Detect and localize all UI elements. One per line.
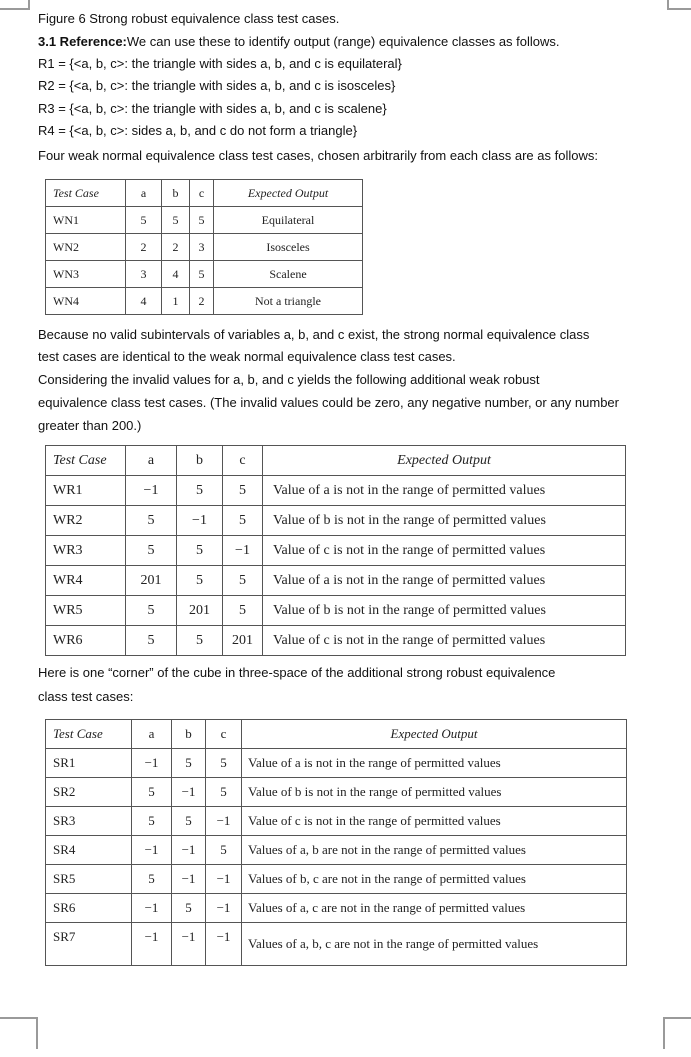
value-c: 5	[223, 566, 263, 596]
value-b: −1	[172, 778, 206, 807]
range-class-r1: R1 = {<a, b, c>: the triangle with sides a, b, and c is equilateral}	[38, 56, 402, 71]
value-c: 5	[223, 476, 263, 506]
value-b: −1	[172, 836, 206, 865]
weak-robust-table	[45, 445, 626, 656]
col-a: a	[126, 446, 177, 476]
corner-paragraph-line-1: Here is one “corner” of the cube in three-space of the additional strong robust equivalence	[38, 665, 556, 680]
table-row	[46, 836, 627, 865]
value-c: 201	[223, 626, 263, 656]
value-b: 5	[172, 749, 206, 778]
expected-output: Values of b, c are not in the range of permitted values	[242, 865, 627, 894]
value-c: −1	[206, 865, 242, 894]
col-c: c	[190, 180, 214, 207]
test-case-id: SR7	[46, 923, 132, 966]
weak-robust-paragraph-line-1: Considering the invalid values for a, b, and c yields the following additional weak robust	[38, 372, 540, 387]
value-b: 5	[177, 536, 223, 566]
table-row	[46, 778, 627, 807]
value-a: −1	[132, 749, 172, 778]
value-c: 5	[223, 596, 263, 626]
weak-normal-table	[45, 179, 363, 315]
test-case-id: WN1	[46, 207, 126, 234]
corner-paragraph-line-2: class test cases:	[38, 689, 134, 704]
test-case-id: SR5	[46, 865, 132, 894]
value-b: 5	[177, 566, 223, 596]
reference-heading	[38, 33, 560, 51]
test-case-id: WR2	[46, 506, 126, 536]
crop-mark-top-right	[667, 0, 691, 10]
value-b: 5	[177, 476, 223, 506]
col-b: b	[172, 720, 206, 749]
table-header-row	[46, 720, 627, 749]
value-c: −1	[223, 536, 263, 566]
value-a: 4	[126, 288, 162, 315]
value-a: 5	[132, 865, 172, 894]
table-row	[46, 566, 626, 596]
col-test-case: Test Case	[46, 180, 126, 207]
value-c: 2	[190, 288, 214, 315]
test-case-id: WN2	[46, 234, 126, 261]
value-a: −1	[132, 923, 172, 966]
test-case-id: WR5	[46, 596, 126, 626]
value-a: −1	[132, 894, 172, 923]
value-a: 5	[126, 626, 177, 656]
col-expected-output: Expected Output	[242, 720, 627, 749]
strong-robust-table	[45, 719, 627, 966]
table-row	[46, 894, 627, 923]
expected-output: Value of b is not in the range of permitted values	[263, 506, 626, 536]
table-row	[46, 288, 363, 315]
expected-output: Values of a, b, c are not in the range of permitted values	[242, 923, 627, 966]
value-c: 5	[206, 778, 242, 807]
col-c: c	[206, 720, 242, 749]
table-row	[46, 476, 626, 506]
expected-output: Value of a is not in the range of permitted values	[263, 566, 626, 596]
weak-normal-intro: Four weak normal equivalence class test cases, chosen arbitrarily from each class are as follows:	[38, 148, 598, 163]
value-b: −1	[172, 923, 206, 966]
value-b: 5	[172, 807, 206, 836]
value-a: 3	[126, 261, 162, 288]
col-a: a	[132, 720, 172, 749]
value-b: 5	[177, 626, 223, 656]
weak-robust-paragraph-line-2: equivalence class test cases. (The invalid values could be zero, any negative number, or any number	[38, 395, 619, 410]
expected-output: Value of c is not in the range of permitted values	[242, 807, 627, 836]
expected-output: Value of a is not in the range of permitted values	[263, 476, 626, 506]
value-a: 5	[126, 506, 177, 536]
table-row	[46, 923, 627, 966]
col-expected-output: Expected Output	[263, 446, 626, 476]
value-b: 201	[177, 596, 223, 626]
value-b: 1	[162, 288, 190, 315]
expected-output: Values of a, b are not in the range of permitted values	[242, 836, 627, 865]
expected-output: Values of a, c are not in the range of permitted values	[242, 894, 627, 923]
value-a: −1	[126, 476, 177, 506]
value-a: 5	[126, 536, 177, 566]
expected-output: Value of b is not in the range of permitted values	[242, 778, 627, 807]
col-b: b	[177, 446, 223, 476]
test-case-id: WR1	[46, 476, 126, 506]
weak-robust-paragraph-line-3: greater than 200.)	[38, 418, 142, 433]
crop-mark-bottom-right	[663, 1017, 691, 1049]
col-b: b	[162, 180, 190, 207]
expected-output: Value of c is not in the range of permitted values	[263, 626, 626, 656]
table-row	[46, 506, 626, 536]
value-c: −1	[206, 894, 242, 923]
reference-text: We can use these to identify output (range) equivalence classes as follows.	[126, 34, 560, 49]
figure-caption: Figure 6 Strong robust equivalence class test cases.	[38, 11, 340, 26]
strong-normal-paragraph-line-1: Because no valid subintervals of variables a, b, and c exist, the strong normal equivalence class	[38, 327, 590, 342]
crop-mark-top-left	[0, 0, 30, 10]
crop-mark-bottom-left	[0, 1017, 38, 1049]
table-row	[46, 865, 627, 894]
test-case-id: SR1	[46, 749, 132, 778]
table-row	[46, 536, 626, 566]
table-row	[46, 596, 626, 626]
table-row	[46, 207, 363, 234]
value-c: 3	[190, 234, 214, 261]
value-c: 5	[190, 261, 214, 288]
test-case-id: SR3	[46, 807, 132, 836]
test-case-id: SR4	[46, 836, 132, 865]
col-test-case: Test Case	[46, 720, 132, 749]
value-c: −1	[206, 807, 242, 836]
range-class-r4: R4 = {<a, b, c>: sides a, b, and c do not form a triangle}	[38, 123, 358, 138]
col-expected-output: Expected Output	[214, 180, 363, 207]
range-class-r3: R3 = {<a, b, c>: the triangle with sides a, b, and c is scalene}	[38, 101, 387, 116]
expected-output: Value of a is not in the range of permitted values	[242, 749, 627, 778]
value-b: −1	[177, 506, 223, 536]
strong-normal-paragraph-line-2: test cases are identical to the weak normal equivalence class test cases.	[38, 349, 456, 364]
test-case-id: WN3	[46, 261, 126, 288]
value-b: −1	[172, 865, 206, 894]
test-case-id: WR4	[46, 566, 126, 596]
reference-label: 3.1 Reference:	[38, 34, 127, 49]
value-a: 5	[126, 207, 162, 234]
test-case-id: SR6	[46, 894, 132, 923]
value-c: −1	[206, 923, 242, 966]
value-b: 5	[162, 207, 190, 234]
table-row	[46, 626, 626, 656]
expected-output: Equilateral	[214, 207, 363, 234]
value-c: 5	[206, 836, 242, 865]
table-row	[46, 807, 627, 836]
table-row	[46, 749, 627, 778]
col-c: c	[223, 446, 263, 476]
test-case-id: SR2	[46, 778, 132, 807]
table-header-row	[46, 180, 363, 207]
expected-output: Value of c is not in the range of permitted values	[263, 536, 626, 566]
value-a: 5	[132, 807, 172, 836]
table-row	[46, 234, 363, 261]
value-b: 4	[162, 261, 190, 288]
value-a: 5	[126, 596, 177, 626]
table-header-row	[46, 446, 626, 476]
table-row	[46, 261, 363, 288]
col-a: a	[126, 180, 162, 207]
test-case-id: WR3	[46, 536, 126, 566]
value-c: 5	[223, 506, 263, 536]
value-a: −1	[132, 836, 172, 865]
value-c: 5	[206, 749, 242, 778]
value-a: 201	[126, 566, 177, 596]
expected-output: Not a triangle	[214, 288, 363, 315]
value-a: 5	[132, 778, 172, 807]
value-b: 5	[172, 894, 206, 923]
test-case-id: WR6	[46, 626, 126, 656]
value-b: 2	[162, 234, 190, 261]
value-a: 2	[126, 234, 162, 261]
expected-output: Scalene	[214, 261, 363, 288]
expected-output: Value of b is not in the range of permitted values	[263, 596, 626, 626]
range-class-r2: R2 = {<a, b, c>: the triangle with sides a, b, and c is isosceles}	[38, 78, 396, 93]
expected-output: Isosceles	[214, 234, 363, 261]
value-c: 5	[190, 207, 214, 234]
col-test-case: Test Case	[46, 446, 126, 476]
test-case-id: WN4	[46, 288, 126, 315]
